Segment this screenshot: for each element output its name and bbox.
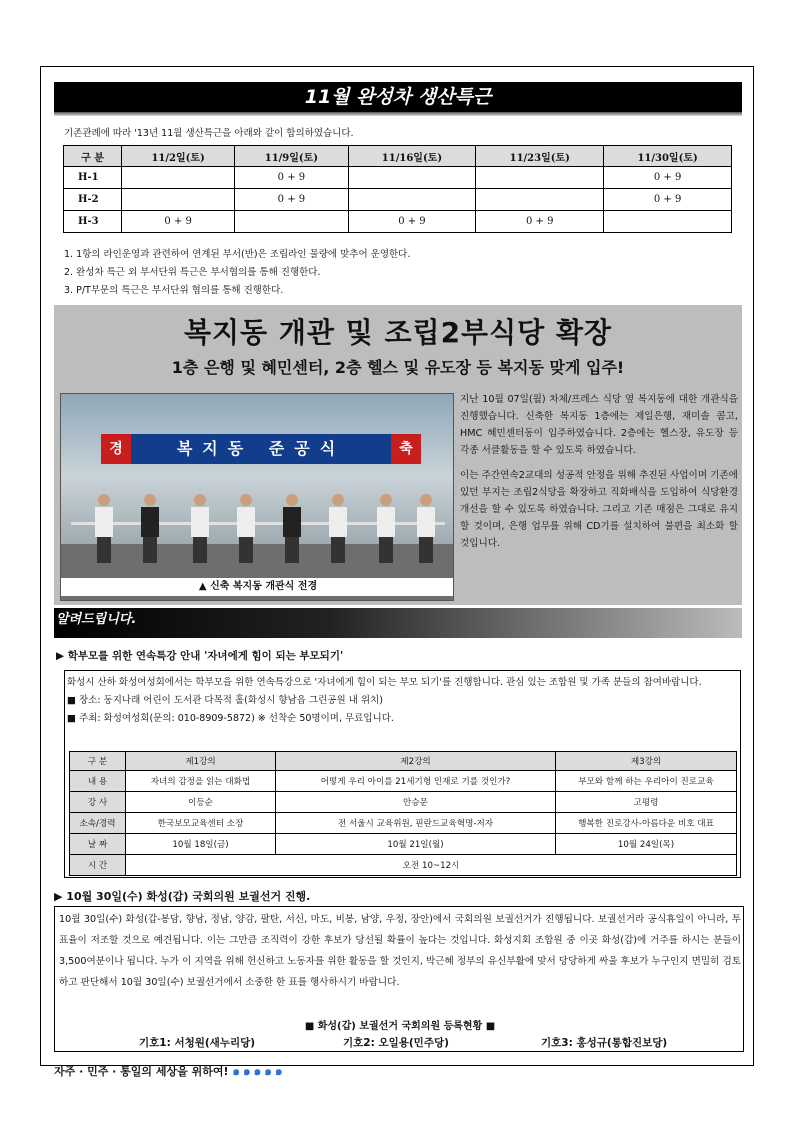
registration-title: ■ 화성(갑) 보궐선거 국회의원 등록현황 ■ <box>304 1021 496 1032</box>
lecture-host: ■ 주최: 화성여성회(문의: 010-8909-5872) ※ 선착순 50명이며, 무료입니다. <box>67 713 394 724</box>
welfare-subtitle: 1층 은행 및 혜민센터, 2층 헬스 및 유도장 등 복지동 맞게 입주! <box>171 358 625 377</box>
table-cell: 0 + 9 <box>122 211 235 233</box>
table-cell: 10월 21일(월) <box>276 834 556 855</box>
welfare-title: 복지동 개관 및 조립2부식당 확장 <box>183 316 613 349</box>
table-row <box>70 855 737 876</box>
table-header: 구 분 <box>64 146 122 167</box>
table-cell <box>122 189 235 211</box>
footer-slogan <box>54 1062 285 1081</box>
person-figure <box>191 494 209 564</box>
row-label: 강 사 <box>70 792 126 813</box>
table-header: 11/23일(토) <box>476 146 604 167</box>
table-row <box>70 792 737 813</box>
table-row <box>70 813 737 834</box>
table-cell: 0 + 9 <box>235 167 348 189</box>
lecture-box <box>64 670 741 878</box>
person-figure <box>141 494 159 564</box>
election-box <box>54 906 744 1052</box>
lecture-intro: 화성시 산하 화성여성회에서는 학부모을 위한 연속특강으로 '자녀에게 힘이 되는 부모 되기'를 진행합니다. 관심 있는 조합원 및 가족 분들의 참여바랍니다. <box>67 677 702 688</box>
table-cell <box>604 211 732 233</box>
article-paragraph: 이는 주간연속2교대의 성공적 안정을 위해 추진된 사업이며 기존에 있던 부지는 조립2식당을 확장하고 직화배식을 도입하여 식당환경개선을 할 수 있도록 하였습니다. 그리고 기존 매점은 그대로 유지할 것이며, 은행 업무를 위해 CD기를 설치하여 불편을 최소화 할 것입니다. <box>460 470 738 549</box>
person-figure <box>417 494 435 564</box>
table-cell: 이등순 <box>126 792 276 813</box>
table-row <box>70 834 737 855</box>
person-figure <box>95 494 113 564</box>
table-cell <box>476 189 604 211</box>
table-header: 제1강의 <box>126 752 276 771</box>
table-row <box>64 167 732 189</box>
table-cell: 0 + 9 <box>604 167 732 189</box>
swirl-decoration-icon: ๑๑๑๑๑ <box>232 1064 286 1078</box>
candidate-item: 기호2: 오일용(민주당) <box>343 1037 449 1049</box>
banner-underline <box>54 112 742 116</box>
candidate-item: 기호1: 서청원(새누리당) <box>139 1037 256 1049</box>
table-cell: 0 + 9 <box>348 211 476 233</box>
table-cell: 어떻게 우리 아이를 21세기형 인재로 기를 것인가? <box>276 771 556 792</box>
table-cell: 고평령 <box>556 792 737 813</box>
table-header: 구 분 <box>70 752 126 771</box>
article-paragraph: 지난 10월 07일(월) 차체/프레스 식당 옆 복지동에 대한 개관식을 진행했습니다. 신축한 복지동 1층에는 제일은행, 재미솔 콤고, HMC 혜민센터동이 입주하였습니다. 2층에는 헬스장, 유도장 등 각종 서클활동을 할 수 있도록 하였습니다. <box>460 394 738 456</box>
table-cell: 0 + 9 <box>476 211 604 233</box>
table-header-row <box>70 752 737 771</box>
photo-caption: ▲ 신축 복지동 개관식 전경 <box>61 578 454 596</box>
row-label: H-1 <box>64 167 122 189</box>
overtime-notes <box>64 246 410 300</box>
photo-sign-left: 경 <box>101 434 131 464</box>
row-label: 시 간 <box>70 855 126 876</box>
table-cell: 안승문 <box>276 792 556 813</box>
welfare-article <box>460 391 738 552</box>
table-cell: 0 + 9 <box>235 189 348 211</box>
table-cell <box>348 189 476 211</box>
election-title: ▶ 10월 30일(수) 화성(갑) 국회의원 보궐선거 진행. <box>54 890 311 903</box>
photo-sign-right: 축 <box>391 434 421 464</box>
table-header: 제3강의 <box>556 752 737 771</box>
table-header: 11/2일(토) <box>122 146 235 167</box>
table-cell: 10월 24일(목) <box>556 834 737 855</box>
lecture-title: ▶ 학부모를 위한 연속특강 안내 '자녀에게 힘이 되는 부모되기' <box>56 650 344 662</box>
person-figure <box>329 494 347 564</box>
overtime-intro: 기존관례에 따라 '13년 11월 생산특근을 아래와 같이 합의하였습니다. <box>64 128 354 139</box>
lecture-info <box>67 674 737 728</box>
table-header: 11/9일(토) <box>235 146 348 167</box>
table-cell: 전 서울시 교육위원, 핀란드교육혁명-저자 <box>276 813 556 834</box>
lecture-table <box>69 751 737 876</box>
election-body: 10월 30일(수) 화성(갑-봉담, 향남, 정남, 양감, 팔탄, 서신, 마도, 비봉, 남양, 우정, 장안)에서 국회의원 보궐선거가 진행됩니다. 보궐선거라 공식휴일이 아니라, 투표율이 저조할 것으로 예견됩니다. 이는 그만큼 조직력이 강한 후보가 당선될 확률이 높다는 것입니다. 화성지회 조합원 중 이곳 화성(갑)에 거주를 하시는 분들이 3,500여분이나 됩니다. 누가 이 지역을 위해 헌신하고 노동자를 위한 활동을 할 것인지, 박근혜 정부의 유신부활에 맞서 당당하게 싸울 후보가 누구인지 면밀히 검토하고 판단해서 10월 30일(수) 보궐선거에서 소중한 한 표를 행사하시기 바랍니다. <box>59 914 741 988</box>
table-cell <box>122 167 235 189</box>
table-cell: 0 + 9 <box>604 189 732 211</box>
overtime-schedule-table <box>63 145 732 233</box>
table-header: 11/30일(토) <box>604 146 732 167</box>
row-label: 날 짜 <box>70 834 126 855</box>
person-figure <box>283 494 301 564</box>
table-row <box>70 771 737 792</box>
photo-sign-banner: 복지동 준공식 <box>101 434 421 464</box>
row-label: 소속/경력 <box>70 813 126 834</box>
slogan-text: 자주 · 민주 · 통일의 세상을 위하여! <box>54 1065 229 1078</box>
table-header: 11/16일(토) <box>348 146 476 167</box>
table-cell: 부모와 함께 하는 우리아이 진로교육 <box>556 771 737 792</box>
table-cell: 오전 10~12시 <box>126 855 737 876</box>
table-cell <box>348 167 476 189</box>
note-item: 3. P/T부문의 특근은 부서단위 협의를 통해 진행한다. <box>64 285 284 296</box>
lecture-place: ■ 장소: 동지나래 어린이 도서관 다목적 홀(화성시 향남읍 그린공원 내 위치) <box>67 695 383 706</box>
note-item: 1. 1항의 라인운영과 관련하여 연계된 부서(반)은 조립라인 물량에 맞추어 운영한다. <box>64 249 411 260</box>
notice-header: 알려드립니다. <box>54 608 742 638</box>
row-label: H-3 <box>64 211 122 233</box>
table-cell: 10월 18일(금) <box>126 834 276 855</box>
person-figure <box>377 494 395 564</box>
table-cell: 자녀의 감정을 읽는 대화법 <box>126 771 276 792</box>
candidate-item: 기호3: 홍성규(통합진보당) <box>541 1037 668 1049</box>
row-label: H-2 <box>64 189 122 211</box>
table-header-row <box>64 146 732 167</box>
opening-ceremony-photo <box>60 393 454 601</box>
table-cell: 한국보모교육센터 소장 <box>126 813 276 834</box>
table-cell <box>235 211 348 233</box>
welfare-section <box>54 305 742 605</box>
person-figure <box>237 494 255 564</box>
table-header: 제2강의 <box>276 752 556 771</box>
table-cell: 행복한 진로강사-아름다운 비호 대표 <box>556 813 737 834</box>
table-row <box>64 189 732 211</box>
table-row <box>64 211 732 233</box>
note-item: 2. 완성차 특근 외 부서단위 특근은 부서협의를 통해 진행한다. <box>64 267 321 278</box>
section-banner-overtime: 11월 완성차 생산특근 <box>54 82 742 112</box>
row-label: 내 용 <box>70 771 126 792</box>
table-cell <box>476 167 604 189</box>
